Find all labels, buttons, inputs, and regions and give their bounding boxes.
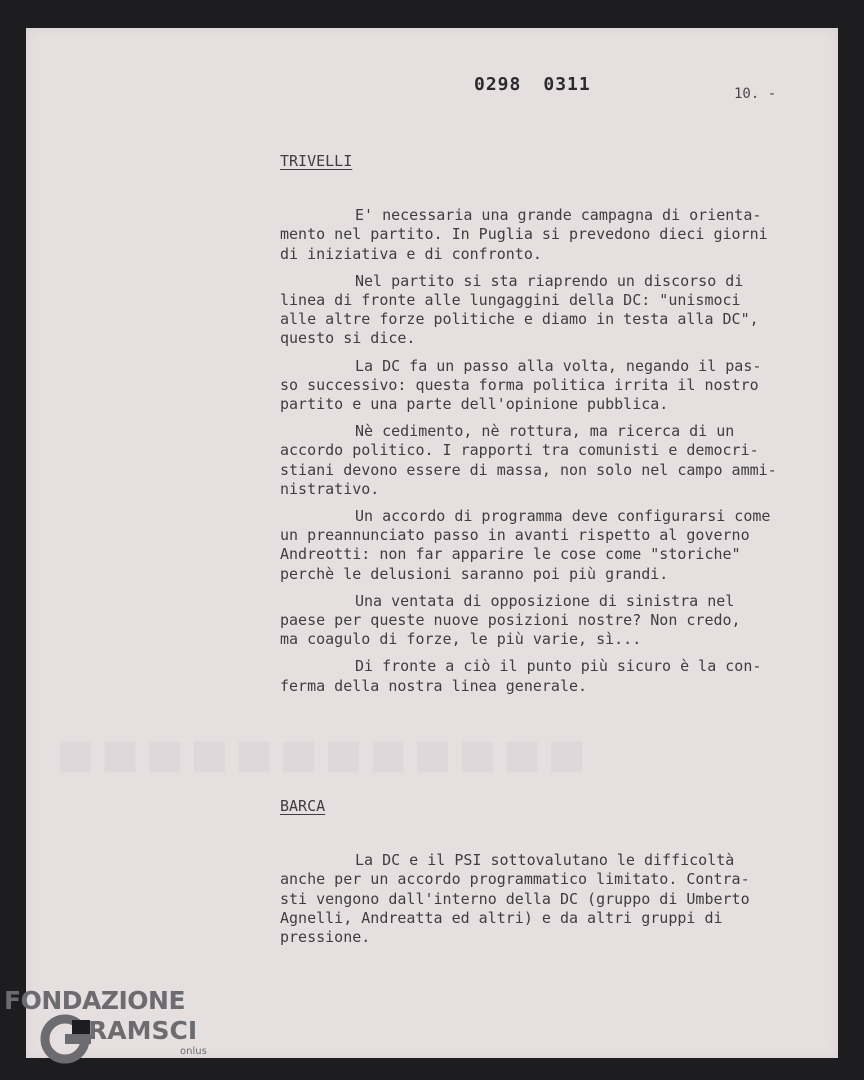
speaker-name: BARCA (280, 797, 326, 815)
logo-line2: RAMSCI (88, 1016, 198, 1045)
bleed-through-text: ■■■■■■■■■■■■ (56, 719, 592, 790)
section-body (280, 851, 825, 947)
logo-onlus: onlus (180, 1046, 207, 1057)
paragraph: Nè cedimento, nè rottura, ma ricerca di un accordo politico. I rapporti tra comunisti e democri- stiani devono essere di massa, non solo nel campo ammi- nistrativo. (280, 422, 777, 498)
paragraph: La DC fa un passo alla volta, negando il pas- so successivo: questa forma politica irrita il nostro partito e una parte dell'opinione pubblica. (280, 356, 762, 414)
section-body (280, 206, 825, 696)
document-number-a: 0298 (474, 74, 522, 95)
fondazione-gramsci-logo (4, 986, 219, 1076)
page-number: 10. - (734, 86, 777, 102)
logo-g-icon (38, 1012, 92, 1066)
document-number-b: 0311 (543, 74, 591, 95)
logo-line1: FONDAZIONE (4, 986, 186, 1015)
paragraph: E' necessaria una grande campagna di orienta- mento nel partito. In Puglia si prevedono dieci giorni di iniziativa e di confronto. (280, 206, 768, 263)
paragraph: La DC e il PSI sottovalutano le difficoltà anche per un accordo programmatico limitato. Contra- sti vengono dall'interno della DC (gruppo di Umberto Agnelli, Andreatta ed altri) e da altri gruppi di pressione. (280, 851, 750, 947)
paragraph: Una ventata di opposizione di sinistra nel paese per queste nuove posizioni nostre? Non credo, ma coagulo di forze, le più varie, sì... (280, 591, 741, 649)
speaker-name: TRIVELLI (280, 152, 353, 170)
section-barca (280, 797, 825, 955)
document-number (474, 74, 591, 95)
paragraph: Un accordo di programma deve configurarsi come un preannunciato passo in avanti rispetto al governo Andreotti: non far apparire le cose come "storiche" perchè le delusioni saranno poi più grandi. (280, 507, 771, 583)
paragraph: Di fronte a ciò il punto più sicuro è la con- ferma della nostra linea generale. (280, 657, 762, 695)
paragraph: Nel partito si sta riaprendo un discorso di linea di fronte alle lungaggini della DC: "unismoci alle altre forze politiche e diamo in testa alla DC", questo si dice. (280, 271, 759, 348)
section-trivelli (280, 152, 825, 704)
